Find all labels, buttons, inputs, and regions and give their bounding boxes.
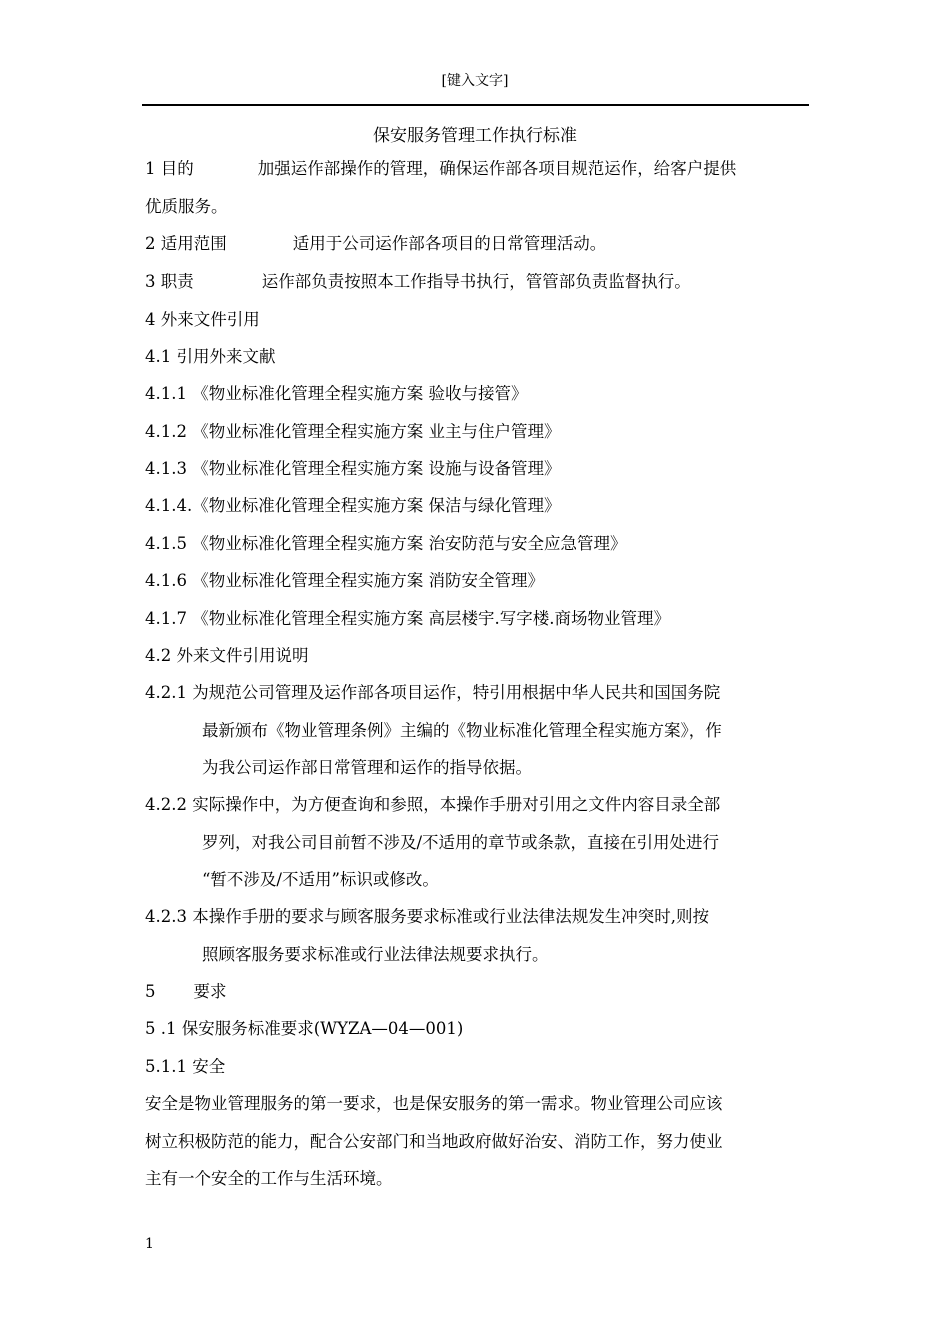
paragraph-line-1: 安全是物业管理服务的第一要求，也是保安服务的第一需求。物业管理公司应该	[145, 1094, 723, 1113]
paragraph-line-2: 树立积极防范的能力，配合公安部门和当地政府做好治安、消防工作，努力使业	[145, 1132, 723, 1151]
para-4-2-2-line-2: 罗列，对我公司目前暂不涉及/不适用的章节或条款，直接在引用处进行	[202, 833, 720, 852]
document-title: 保安服务管理工作执行标准	[373, 126, 577, 146]
section-1-label: 1 目的	[145, 159, 194, 178]
section-3-label: 3 职责	[145, 272, 194, 291]
section-4-1-heading: 4.1 引用外来文献	[145, 347, 276, 366]
header-rule	[142, 104, 809, 106]
section-1-continuation: 优质服务。	[145, 197, 228, 216]
para-4-2-1-line-1: 4.2.1 为规范公司管理及运作部各项目运作，特引用根据中华人民共和国国务院	[145, 683, 721, 702]
para-4-2-1-line-2: 最新颁布《物业管理条例》主编的《物业标准化管理全程实施方案》，作	[202, 721, 722, 740]
section-4-heading: 4 外来文件引用	[145, 310, 260, 329]
section-4-2-heading: 4.2 外来文件引用说明	[145, 646, 309, 665]
section-3-text: 运作部负责按照本工作指导书执行，管管部负责监督执行。	[261, 272, 691, 291]
list-item-4-1-3: 4.1.3 《物业标准化管理全程实施方案 设施与设备管理》	[145, 459, 561, 478]
list-item-4-1-6: 4.1.6 《物业标准化管理全程实施方案 消防安全管理》	[145, 571, 544, 590]
section-2-label: 2 适用范围	[145, 234, 227, 253]
section-2-text: 适用于公司运作部各项目的日常管理活动。	[292, 234, 607, 253]
list-item-4-1-4: 4.1.4.《物业标准化管理全程实施方案 保洁与绿化管理》	[145, 496, 561, 515]
section-1-line	[145, 157, 736, 181]
section-3-line	[145, 270, 691, 294]
page-header: [键入文字]	[441, 73, 509, 89]
section-5-heading	[145, 980, 227, 1004]
list-item-4-1-1: 4.1.1 《物业标准化管理全程实施方案 验收与接管》	[145, 384, 528, 403]
list-item-4-1-5: 4.1.5 《物业标准化管理全程实施方案 治安防范与安全应急管理》	[145, 534, 627, 553]
list-item-4-1-2: 4.1.2 《物业标准化管理全程实施方案 业主与住户管理》	[145, 422, 561, 441]
section-2-line	[145, 232, 606, 256]
para-4-2-3-line-1: 4.2.3 本操作手册的要求与顾客服务要求标准或行业法律法规发生冲突时,则按	[145, 907, 709, 926]
section-5-label: 要求	[193, 982, 227, 1001]
paragraph-line-3: 主有一个安全的工作与生活环境。	[145, 1169, 393, 1188]
section-1-text: 加强运作部操作的管理，确保运作部各项目规范运作，给客户提供	[257, 159, 737, 178]
para-4-2-1-line-3: 为我公司运作部日常管理和运作的指导依据。	[202, 758, 532, 777]
section-5-number: 5	[145, 982, 156, 1001]
list-item-4-1-7: 4.1.7 《物业标准化管理全程实施方案 高层楼宇.写字楼.商场物业管理》	[145, 609, 670, 628]
section-5-1-heading: 5 .1 保安服务标准要求(WYZA—04—001)	[145, 1019, 464, 1038]
page-number: 1	[145, 1236, 154, 1252]
para-4-2-2-line-3: “暂不涉及/不适用”标识或修改。	[202, 870, 439, 889]
section-5-1-1-heading: 5.1.1 安全	[145, 1057, 226, 1076]
para-4-2-2-line-1: 4.2.2 实际操作中，为方便查询和参照，本操作手册对引用之文件内容目录全部	[145, 795, 721, 814]
para-4-2-3-line-2: 照顾客服务要求标准或行业法律法规要求执行。	[202, 945, 549, 964]
